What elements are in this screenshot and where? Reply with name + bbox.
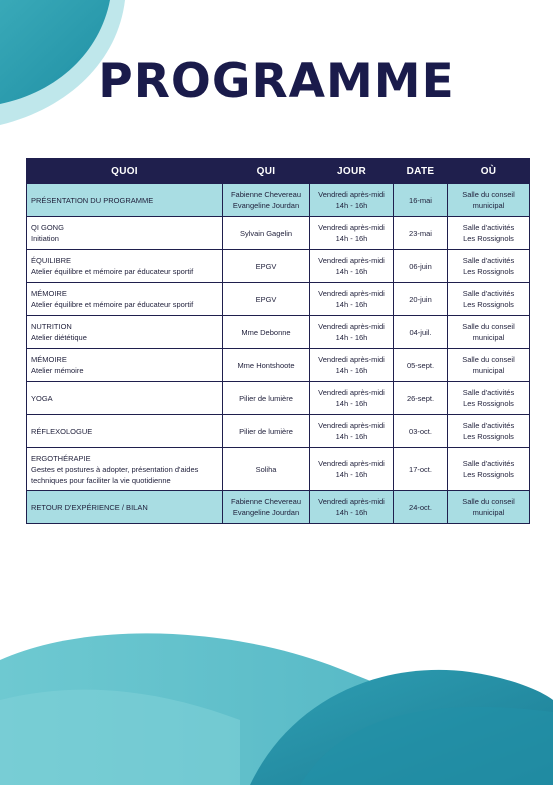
activity-title: MÉMOIRE — [31, 289, 67, 298]
cell-quoi — [27, 448, 223, 491]
speaker-line-1: EPGV — [255, 294, 277, 304]
cell-ou — [448, 283, 530, 316]
place-line-1: Salle d'activités — [462, 223, 515, 232]
day: Vendredi après-midi — [318, 190, 385, 199]
table-row — [27, 250, 530, 283]
speaker-line-1: Sylvain Gagelin — [239, 228, 293, 238]
activity-subtitle: Initiation — [31, 234, 59, 243]
header-qui: QUI — [223, 159, 310, 184]
day: Vendredi après-midi — [318, 355, 385, 364]
place-line-1: Salle d'activités — [462, 289, 515, 298]
place-line-2: Les Rossignols — [463, 470, 514, 479]
cell-qui — [223, 448, 310, 491]
cell-ou — [448, 415, 530, 448]
day: Vendredi après-midi — [318, 421, 385, 430]
day: Vendredi après-midi — [318, 497, 385, 506]
cell-date: 24-oct. — [394, 491, 448, 524]
table-header-row — [27, 159, 530, 184]
speaker-line-1: Soliha — [255, 464, 277, 474]
cell-jour — [310, 217, 394, 250]
place-line-2: Les Rossignols — [463, 300, 514, 309]
place-line-2: Les Rossignols — [463, 267, 514, 276]
cell-quoi — [27, 250, 223, 283]
cell-date: 20-juin — [394, 283, 448, 316]
place-line-2: Les Rossignols — [463, 399, 514, 408]
time: 14h - 16h — [335, 333, 368, 342]
cell-ou — [448, 491, 530, 524]
table-row — [27, 491, 530, 524]
cell-ou — [448, 382, 530, 415]
table-row — [27, 184, 530, 217]
cell-jour — [310, 316, 394, 349]
day: Vendredi après-midi — [318, 256, 385, 265]
place-line-2: municipal — [472, 508, 505, 517]
table-row — [27, 316, 530, 349]
place-line-1: Salle du conseil — [462, 190, 515, 199]
place-line-2: municipal — [472, 333, 505, 342]
cell-date: 06-juin — [394, 250, 448, 283]
cell-date: 16-mai — [394, 184, 448, 217]
programme-table — [26, 158, 530, 524]
cell-qui — [223, 184, 310, 217]
place-line-1: Salle d'activités — [462, 421, 515, 430]
cell-jour — [310, 184, 394, 217]
cell-date: 05-sept. — [394, 349, 448, 382]
place-line-2: municipal — [472, 366, 505, 375]
cell-jour — [310, 283, 394, 316]
time: 14h - 16h — [335, 201, 368, 210]
activity-title: ERGOTHÉRAPIE — [31, 453, 91, 463]
activity-title: QI GONG — [31, 223, 64, 232]
day: Vendredi après-midi — [318, 322, 385, 331]
cell-quoi — [27, 415, 223, 448]
activity-subtitle: Gestes et postures à adopter, présentation d'aides techniques pour faciliter la vie quotidienne — [31, 464, 199, 485]
cell-jour — [310, 349, 394, 382]
cell-quoi — [27, 217, 223, 250]
cell-quoi — [27, 316, 223, 349]
activity-subtitle: Atelier mémoire — [31, 366, 84, 375]
activity-title: YOGA — [31, 393, 53, 403]
cell-quoi — [27, 283, 223, 316]
cell-date: 17-oct. — [394, 448, 448, 491]
header-ou: OÙ — [448, 159, 530, 184]
table-row — [27, 415, 530, 448]
cell-qui — [223, 415, 310, 448]
cell-date: 23-mai — [394, 217, 448, 250]
cell-jour — [310, 491, 394, 524]
activity-title: RÉFLEXOLOGUE — [31, 426, 93, 436]
activity-title: ÉQUILIBRE — [31, 256, 72, 265]
table-row — [27, 349, 530, 382]
cell-ou — [448, 250, 530, 283]
time: 14h - 16h — [335, 470, 368, 479]
day: Vendredi après-midi — [318, 223, 385, 232]
cell-ou — [448, 349, 530, 382]
place-line-1: Salle d'activités — [462, 459, 515, 468]
cell-jour — [310, 250, 394, 283]
cell-jour — [310, 448, 394, 491]
header-date: DATE — [394, 159, 448, 184]
activity-subtitle: Atelier équilibre et mémoire par éducateur sportif — [31, 267, 194, 276]
header-jour: JOUR — [310, 159, 394, 184]
cell-jour — [310, 415, 394, 448]
table-row — [27, 283, 530, 316]
activity-title: RETOUR D'EXPÉRIENCE / BILAN — [31, 502, 148, 512]
cell-ou — [448, 316, 530, 349]
time: 14h - 16h — [335, 267, 368, 276]
page-title: PROGRAMME — [98, 54, 455, 109]
cell-ou — [448, 448, 530, 491]
cell-qui — [223, 382, 310, 415]
day: Vendredi après-midi — [318, 459, 385, 468]
speaker-line-1: EPGV — [255, 261, 277, 271]
place-line-2: Les Rossignols — [463, 234, 514, 243]
place-line-1: Salle d'activités — [462, 388, 515, 397]
cell-date: 04-juil. — [394, 316, 448, 349]
cell-quoi — [27, 491, 223, 524]
cell-quoi — [27, 184, 223, 217]
time: 14h - 16h — [335, 300, 368, 309]
cell-date: 26-sept. — [394, 382, 448, 415]
speaker-line-1: Mme Hontshoote — [237, 360, 295, 370]
place-line-1: Salle du conseil — [462, 322, 515, 331]
time: 14h - 16h — [335, 234, 368, 243]
header-quoi: QUOI — [27, 159, 223, 184]
place-line-2: Les Rossignols — [463, 432, 514, 441]
day: Vendredi après-midi — [318, 289, 385, 298]
cell-qui — [223, 283, 310, 316]
table-row — [27, 217, 530, 250]
activity-subtitle: Atelier équilibre et mémoire par éducateur sportif — [31, 300, 194, 309]
place-line-1: Salle du conseil — [462, 497, 515, 506]
speaker-line-2: Evangeline Jourdan — [232, 201, 300, 210]
cell-qui — [223, 491, 310, 524]
activity-title: PRÉSENTATION DU PROGRAMME — [31, 195, 154, 205]
time: 14h - 16h — [335, 508, 368, 517]
table-row — [27, 382, 530, 415]
speaker-line-1: Pilier de lumière — [239, 426, 293, 436]
speaker-line-1: Pilier de lumière — [239, 393, 293, 403]
speaker-line-1: Fabienne Chevereau — [230, 190, 302, 199]
day: Vendredi après-midi — [318, 388, 385, 397]
activity-title: NUTRITION — [31, 322, 72, 331]
cell-qui — [223, 217, 310, 250]
cell-jour — [310, 382, 394, 415]
cell-quoi — [27, 349, 223, 382]
place-line-2: municipal — [472, 201, 505, 210]
activity-title: MÉMOIRE — [31, 355, 67, 364]
speaker-line-2: Evangeline Jourdan — [232, 508, 300, 517]
cell-qui — [223, 349, 310, 382]
place-line-1: Salle du conseil — [462, 355, 515, 364]
cell-qui — [223, 316, 310, 349]
cell-qui — [223, 250, 310, 283]
time: 14h - 16h — [335, 366, 368, 375]
place-line-1: Salle d'activités — [462, 256, 515, 265]
cell-ou — [448, 184, 530, 217]
time: 14h - 16h — [335, 399, 368, 408]
speaker-line-1: Mme Debonne — [241, 327, 291, 337]
cell-date: 03-oct. — [394, 415, 448, 448]
speaker-line-1: Fabienne Chevereau — [230, 497, 302, 506]
cell-quoi — [27, 382, 223, 415]
cell-ou — [448, 217, 530, 250]
table-row — [27, 448, 530, 491]
time: 14h - 16h — [335, 432, 368, 441]
activity-subtitle: Atelier diététique — [31, 333, 87, 342]
